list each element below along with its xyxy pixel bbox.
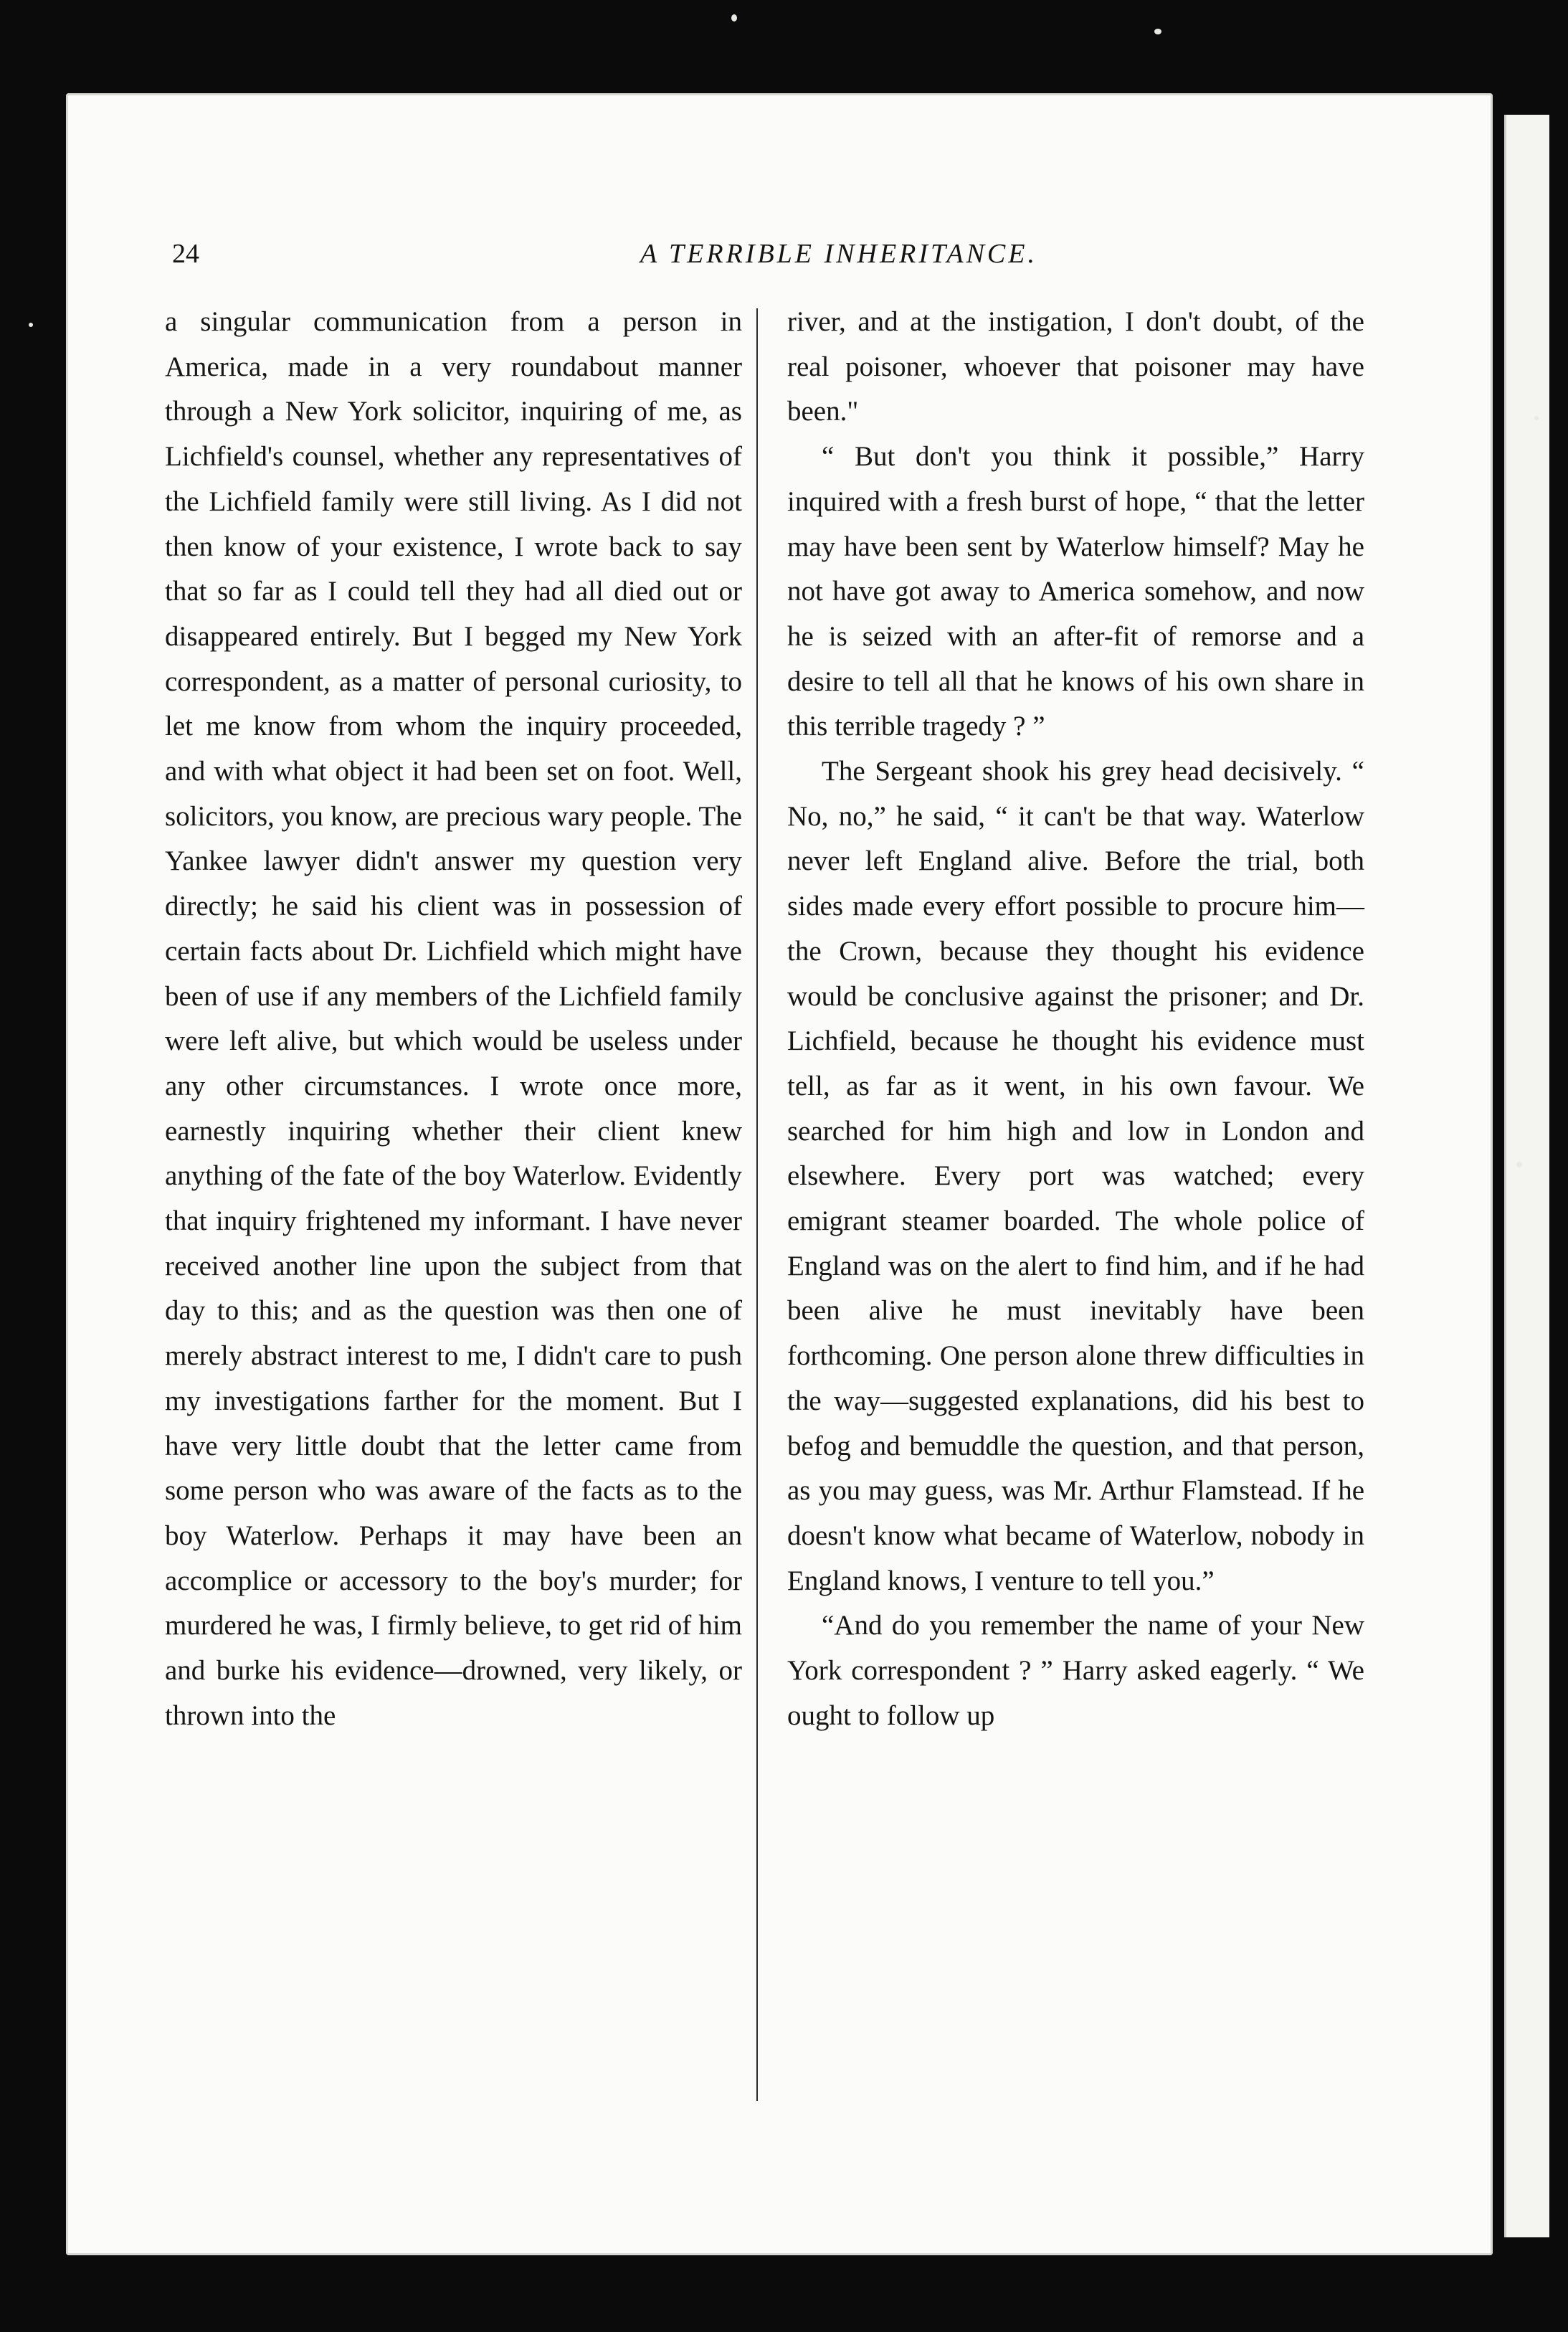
- dust-speck: [1154, 29, 1161, 34]
- dust-speck: [1516, 1162, 1522, 1167]
- running-title: A TERRIBLE INHERITANCE.: [640, 239, 1037, 269]
- dust-speck: [1534, 416, 1539, 420]
- paragraph: The Sergeant shook his grey head decisively. “ No, no,” he said, “ it can't be that way. Waterlow never left England alive. Before the trial, both sides made every effort possible to procure him—the Crown, because they thought his evidence would be conclusive against the prisoner; and Dr. Lichfield, because he thought his evidence must tell, as far as it went, in his own favour. We searched for him high and low in London and elsewhere. Every port was watched; every emigrant steamer boarded. The whole police of England was on the alert to find him, and if he had been alive he must inevitably have been forthcoming. One person alone threw difficulties in the way—suggested explanations, did his best to befog and bemuddle the question, and that person, as you may guess, was Mr. Arthur Flamstead. If he doesn't know what became of Waterlow, nobody in England knows, I venture to tell you.”: [787, 756, 1364, 1596]
- column-divider: [756, 308, 758, 2101]
- right-text-column: [787, 300, 1364, 1739]
- dust-speck: [731, 14, 737, 22]
- page-number: 24: [172, 239, 199, 269]
- paragraph: river, and at the instigation, I don't doubt, of the real poisoner, whoever that poisoner may have been.": [787, 306, 1364, 427]
- page-header: [172, 238, 1037, 278]
- paragraph: “And do you remember the name of your New York correspondent ? ” Harry asked eagerly. “ We ought to follow up: [787, 1610, 1364, 1731]
- adjacent-page-edge: [1504, 115, 1549, 2237]
- paragraph: “ But don't you think it possible,” Harry inquired with a fresh burst of hope, “ that the letter may have been sent by Waterlow himself? May he not have got away to America somehow, and now he is seized with an after-fit of remorse and a desire to tell all that he knows of his own share in this terrible tragedy ? ”: [787, 441, 1364, 742]
- dust-speck: [29, 323, 33, 327]
- paragraph: a singular communication from a person in America, made in a very roundabout manner through a New York solicitor, inquiring of me, as Lichfield's counsel, whether any representatives of the Lichfield family were still living. As I did not then know of your existence, I wrote back to say that so far as I could tell they had all died out or disappeared entirely. But I begged my New York correspondent, as a matter of personal curiosity, to let me know from whom the inquiry proceeded, and with what object it had been set on foot. Well, solicitors, you know, are precious wary people. The Yankee lawyer didn't answer my question very directly; he said his client was in possession of certain facts about Dr. Lichfield which might have been of use if any members of the Lichfield family were left alive, but which would be useless under any other circumstances. I wrote once more, earnestly inquiring whether their client knew anything of the fate of the boy Waterlow. Evidently that inquiry frightened my informant. I have never received another line upon the subject from that day to this; and as the question was then one of merely abstract interest to me, I didn't care to push my investigations farther for the moment. But I have very little doubt that the letter came from some person who was aware of the facts as to the boy Waterlow. Perhaps it may have been an accomplice or accessory to the boy's murder; for murdered he was, I firmly believe, to get rid of him and burke his evidence—drowned, very likely, or thrown into the: [165, 306, 742, 1731]
- left-text-column: [165, 300, 742, 1739]
